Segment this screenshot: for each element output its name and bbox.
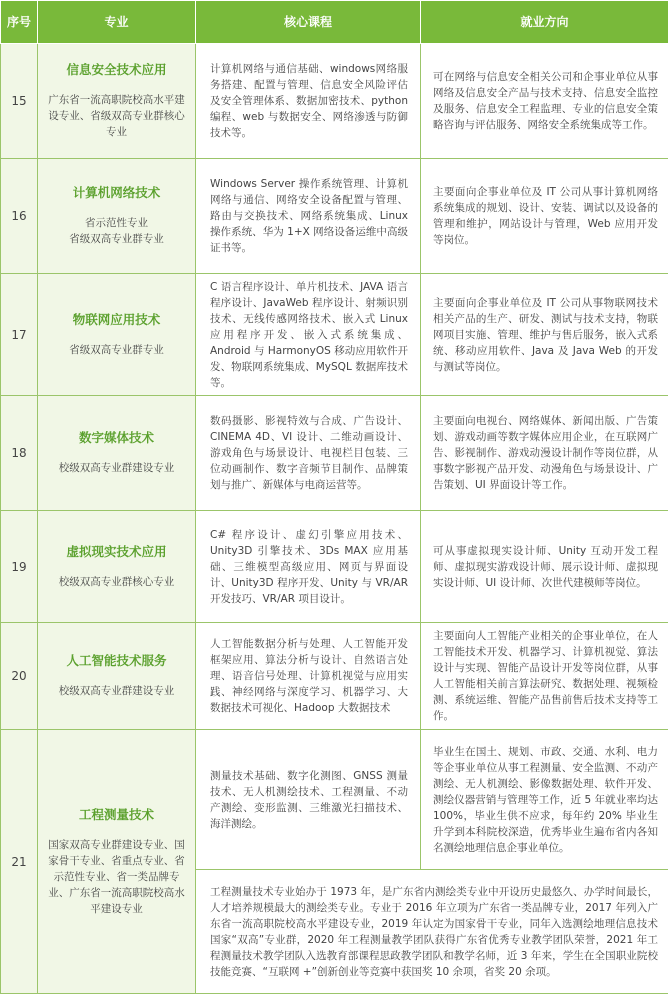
courses-cell [196,730,421,870]
courses-cell [196,623,421,730]
row-number: 20 [1,623,38,730]
header-major: 专业 [38,1,196,44]
header-courses: 核心课程 [196,1,421,44]
major-cell [38,396,196,511]
row-number: 17 [1,274,38,396]
major-cell [38,44,196,159]
major-name: 虚拟现实技术应用 [38,544,195,560]
row-number: 16 [1,159,38,274]
header-no: 序号 [1,1,38,44]
career-cell [421,159,668,274]
major-tags: 国家双高专业群建设专业、国家骨干专业、省重点专业、省示范性专业、省一类品牌专业、广东省一流高职院校高水平建设专业 [38,837,195,917]
major-tags: 省级双高专业群专业 [38,342,195,358]
table-row [1,730,668,870]
major-tags: 校级双高专业群建设专业 [38,683,195,699]
courses-text: 计算机网络与通信基础、windows网络服务搭建、配置与管理、信息安全风险评估及安全管理体系、数据加密技术、python 编程、web 与数据安全、网络渗透与防御技术等。 [196,61,420,141]
row-number: 15 [1,44,38,159]
career-text: 可在网络与信息安全相关公司和企事业单位从事网络及信息安全产品与技术支持、信息安全监控及服务、信息安全工程监理、专业的信息安全策略咨询与评估服务、网络安全系统集成等工作。 [421,69,668,133]
career-text: 主要面向电视台、网络媒体、新闻出版、广告策划、游戏动画等数字媒体应用企业，在互联网广告、影视制作、游戏动漫设计制作等岗位群，从事数字影视产品开发、动漫角色与场景设计、广告策划、UI 界面设计等工作。 [421,413,668,493]
major-tags: 校级双高专业群核心专业 [38,574,195,590]
major-name: 信息安全技术应用 [38,62,195,78]
major-cell [38,730,196,994]
career-text: 主要面向人工智能产业相关的企事业单位，在人工智能技术开发、机器学习、计算机视觉、算法设计与实现、智能产品设计开发等岗位群，从事人工智能相关前言算法研究、数据处理、视频检测、系统运维、智能产品售前售后技术支持等工作。 [421,628,668,724]
career-text: 主要面向企事业单位及 IT 公司从事计算机网络系统集成的规划、设计、安装、调试以及设备的管理和维护，网站设计与管理，Web 应用开发等岗位。 [421,184,668,248]
courses-cell [196,511,421,623]
major-cell [38,623,196,730]
courses-text: 数码摄影、影视特效与合成、广告设计、CINEMA 4D、VI 设计、二维动画设计、游戏角色与场景设计、电视栏目包装、三位动画制作、数字音频节目制作、品牌策划与推广、新媒体与电商运营等。 [196,413,420,493]
career-text: 毕业生在国土、规划、市政、交通、水利、电力等企事业单位从事工程测量、安全监测、不动产测绘、无人机测绘、影像数据处理、软件开发、测绘仪器营销与管理等工作，近 5 年就业率均达 100%，毕业生供不应求，每年约 20% 毕业生升学到本科院校深造，优秀毕业生遍布省内各知名测绘地理信息企事业单位。 [421,744,668,856]
table-row [1,396,668,511]
major-name: 计算机网络技术 [38,185,195,201]
table-row [1,44,668,159]
career-cell [421,44,668,159]
courses-cell [196,274,421,396]
career-cell [421,274,668,396]
major-cell [38,511,196,623]
major-cell [38,159,196,274]
major-intro-cell [196,870,668,994]
career-cell [421,730,668,870]
courses-text: Windows Server 操作系统管理、计算机网络与通信、网络安全设备配置与管理、路由与交换技术、网络系统集成、Linux 操作系统、华为 1+X 网络设备运维中高级证书等。 [196,176,420,256]
table-header-row [1,1,668,44]
career-cell [421,396,668,511]
major-tags: 广东省一流高职院校高水平建设专业、省级双高专业群核心专业 [38,92,195,140]
courses-cell [196,159,421,274]
table-row [1,623,668,730]
table-row [1,274,668,396]
major-name: 工程测量技术 [38,807,195,823]
courses-text: C 语言程序设计、单片机技术、JAVA 语言程序设计、JavaWeb 程序设计、射频识别技术、无线传感网络技术、嵌入式 Linux 应用程序开发、嵌入式系统集成、Android 与 HarmonyOS 移动应用软件开发、物联网系统集成、MySQL 数据库技术等。 [196,279,420,391]
major-name: 人工智能技术服务 [38,653,195,669]
courses-cell [196,44,421,159]
row-number: 19 [1,511,38,623]
career-cell [421,511,668,623]
row-number: 21 [1,730,38,994]
courses-text: 人工智能数据分析与处理、人工智能开发框架应用、算法分析与设计、自然语言处理、语音信号处理、计算机视觉与应用实践、神经网络与深度学习、机器学习、大数据技术可视化、Hadoop 大数据技术 [196,636,420,716]
row-number: 18 [1,396,38,511]
major-tags: 校级双高专业群建设专业 [38,460,195,476]
major-cell [38,274,196,396]
courses-cell [196,396,421,511]
career-cell [421,623,668,730]
courses-text: C# 程序设计、虚幻引擎应用技术、Unity3D 引擎技术、3Ds MAX 应用基础、三维模型高级应用、网页与界面设计、Unity3D 程序开发、Unity 与 VR/AR 开发技巧、VR/AR 项目设计。 [196,527,420,607]
major-name: 数字媒体技术 [38,430,195,446]
career-text: 主要面向企事业单位及 IT 公司从事物联网技术相关产品的生产、研发、测试与技术支持，物联网项目实施、管理、维护与售后服务，嵌入式系统、移动应用软件、Java 及 Java Web 的开发与测试等岗位。 [421,295,668,375]
table-row [1,511,668,623]
header-career: 就业方向 [421,1,668,44]
major-tags: 省示范性专业 省级双高专业群专业 [38,215,195,247]
table-row [1,159,668,274]
major-intro-text: 工程测量技术专业始办于 1973 年，是广东省内测绘类专业中开设历史最悠久、办学时间最长，人才培养规模最大的测绘类专业。专业于 2016 年立项为广东省一类品牌专业，2017 年列入广东省一流高职院校高水平建设专业，2019 年认定为国家骨干专业，同年入选测绘地理信息技术国家“双高”专业群，2020 年工程测量教学团队获得广东省优秀专业教学团队荣誉，2021 年工程测量技术教学团队入选教育部课程思政教学团队和教学名师，近 3 年来，学生在全国职业院校技能竞赛、“互联网 +”创新创业等竞赛中获国奖 10 余项，省奖 20 余项。 [196,884,668,980]
courses-text: 测量技术基础、数字化测图、GNSS 测量技术、无人机测绘技术、工程测量、不动产测绘、变形监测、三维激光扫描技术、海洋测绘。 [196,768,420,832]
major-name: 物联网应用技术 [38,312,195,328]
career-text: 可从事虚拟现实设计师、Unity 互动开发工程师、虚拟现实游戏设计师、展示设计师、虚拟现实设计师、UI 设计师、次世代建模师等岗位。 [421,543,668,591]
